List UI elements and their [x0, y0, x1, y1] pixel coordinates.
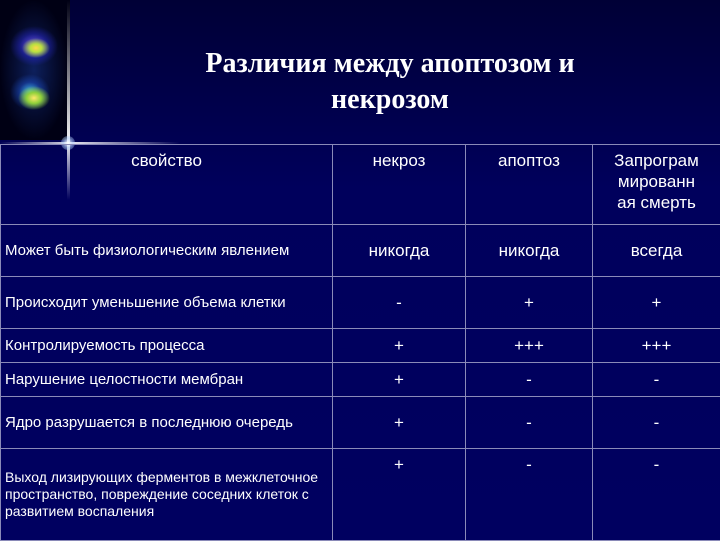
cell-programmed: + [593, 277, 720, 329]
cell-programmed: всегда [593, 225, 720, 277]
header-necrosis: некроз [333, 145, 466, 225]
cell-apoptosis: +++ [466, 329, 593, 363]
cell-necrosis: никогда [333, 225, 466, 277]
header-programmed-line-3: ая смерть [597, 192, 716, 213]
table-row [1, 329, 720, 363]
cell-property: Выход лизирующих ферментов в межклеточное пространство, повреждение соседних клеток с развитием воспаления [1, 449, 333, 541]
cell-programmed: +++ [593, 329, 720, 363]
cell-programmed: - [593, 363, 720, 397]
cell-programmed: - [593, 449, 720, 541]
header-programmed-death [593, 145, 720, 225]
cell-apoptosis: - [466, 363, 593, 397]
table-row [1, 363, 720, 397]
comparison-table [0, 144, 720, 541]
cell-property: Ядро разрушается в последнюю очередь [1, 397, 333, 449]
cell-property: Происходит уменьшение объема клетки [1, 277, 333, 329]
cell-necrosis: + [333, 363, 466, 397]
table-row [1, 449, 720, 541]
cell-necrosis: + [333, 449, 466, 541]
cell-apoptosis: никогда [466, 225, 593, 277]
cell-property: Контролируемость процесса [1, 329, 333, 363]
cell-apoptosis: - [466, 397, 593, 449]
cell-apoptosis: + [466, 277, 593, 329]
header-programmed-line-1: Запрограм [597, 150, 716, 171]
table-row [1, 397, 720, 449]
header-property: свойство [1, 145, 333, 225]
cell-necrosis: + [333, 397, 466, 449]
cell-programmed: - [593, 397, 720, 449]
cell-apoptosis: - [466, 449, 593, 541]
header-programmed-line-2: мированн [597, 171, 716, 192]
header-apoptosis: апоптоз [466, 145, 593, 225]
cell-necrosis: - [333, 277, 466, 329]
cell-necrosis: + [333, 329, 466, 363]
table-row [1, 277, 720, 329]
title-line-1: Различия между апоптозом и [110, 46, 670, 82]
slide-title [110, 46, 670, 118]
cell-property: Может быть физиологическим явлением [1, 225, 333, 277]
cell-property: Нарушение целостности мембран [1, 363, 333, 397]
cell-micrograph-image [0, 0, 70, 140]
title-line-2: некрозом [110, 82, 670, 118]
table-header-row [1, 145, 720, 225]
table-row [1, 225, 720, 277]
